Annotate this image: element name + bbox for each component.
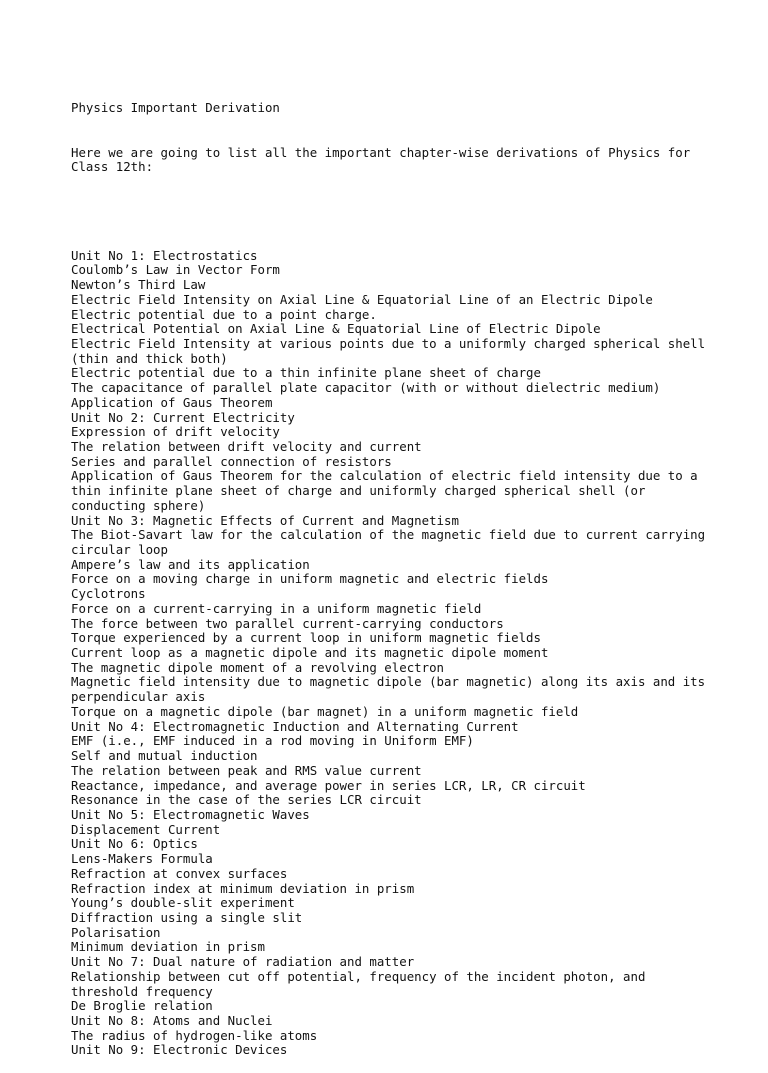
list-item: Expression of drift velocity [71,424,280,440]
list-item: The magnetic dipole moment of a revolving electron [71,659,444,675]
unit-heading: Unit No 5: Electromagnetic Waves [71,806,310,822]
list-item: Electric potential due to a point charge. [71,306,377,322]
unit-heading: Unit No 6: Optics [71,836,198,852]
unit-heading: Unit No 3: Magnetic Effects of Current and Magnetism [71,512,459,528]
unit-heading: Unit No 9: Electronic Devices [71,1042,288,1058]
list-item: EMF (i.e., EMF induced in a rod moving in Uniform EMF) [71,733,474,749]
list-item: De Broglie relation [71,998,213,1014]
derivation-list [71,249,711,1059]
list-item: Electric Field Intensity at various points due to a uniformly charged spherical shell (thin and thick both) [71,335,713,366]
list-item: Lens-Makers Formula [71,851,213,867]
list-item: The capacitance of parallel plate capacitor (with or without dielectric medium) [71,380,661,396]
unit-heading: Unit No 8: Atoms and Nuclei [71,1013,273,1028]
list-item: Self and mutual induction [71,748,258,764]
document-page [71,72,711,1073]
list-item: Relationship between cut off potential, frequency of the incident photon, and threshold frequency [71,968,653,999]
list-item: Force on a current-carrying in a uniform magnetic field [71,600,482,616]
list-item: Newton’s Third Law [71,277,206,293]
document-intro: Here we are going to list all the important chapter-wise derivations of Physics for Class 12th: [71,144,698,175]
blank-line [71,204,711,219]
list-item: The Biot-Savart law for the calculation of the magnetic field due to current carrying circular loop [71,527,713,557]
list-item: The relation between drift velocity and current [71,438,422,454]
list-item: Torque on a magnetic dipole (bar magnet) in a uniform magnetic field [71,703,579,719]
list-item: Force on a moving charge in uniform magnetic and electric fields [71,571,549,587]
list-item: Electric Field Intensity on Axial Line & Equatorial Line of an Electric Dipole [71,291,653,307]
list-item: Coulomb’s Law in Vector Form [71,262,280,278]
list-item: The force between two parallel current-carrying conductors [71,615,504,631]
list-item: Application of Gaus Theorem [71,394,273,410]
list-item: Cyclotrons [71,586,146,602]
list-item: The radius of hydrogen-like atoms [71,1027,318,1043]
list-item: Series and parallel connection of resistors [71,453,392,469]
unit-heading: Unit No 2: Current Electricity [71,409,295,425]
list-item: Diffraction using a single slit [71,909,303,925]
list-item: Polarisation [71,924,161,940]
list-item: Electrical Potential on Axial Line & Equatorial Line of Electric Dipole [71,321,601,337]
list-item: Young’s double-slit experiment [71,895,295,911]
list-item: The relation between peak and RMS value current [71,762,422,778]
list-item: Displacement Current [71,821,221,837]
list-item: Ampere’s law and its application [71,556,310,572]
list-item: Application of Gaus Theorem for the calculation of electric field intensity due to a thin infinite plane sheet of charge and uniformly charged spherical shell (or conducting sphere) [71,468,706,513]
document-title: Physics Important Derivation [71,100,280,116]
list-item: Electric potential due to a thin infinite plane sheet of charge [71,365,541,381]
unit-heading: Unit No 7: Dual nature of radiation and matter [71,954,415,970]
list-item: Refraction at convex surfaces [71,865,288,881]
unit-heading: Unit No 1: Electrostatics [71,247,258,263]
list-item: Minimum deviation in prism [71,939,265,955]
list-item: Current loop as a magnetic dipole and its magnetic dipole moment [71,645,549,661]
unit-heading: Unit No 4: Electromagnetic Induction and Alternating Current [71,718,519,734]
list-item: Resonance in the case of the series LCR circuit [71,792,422,808]
list-item: Magnetic field intensity due to magnetic dipole (bar magnetic) along its axis and its perpendicular axis [71,674,713,705]
list-item: Torque experienced by a current loop in uniform magnetic fields [71,630,541,646]
list-item: Refraction index at minimum deviation in prism [71,880,415,896]
list-item: Reactance, impedance, and average power in series LCR, LR, CR circuit [71,777,586,793]
